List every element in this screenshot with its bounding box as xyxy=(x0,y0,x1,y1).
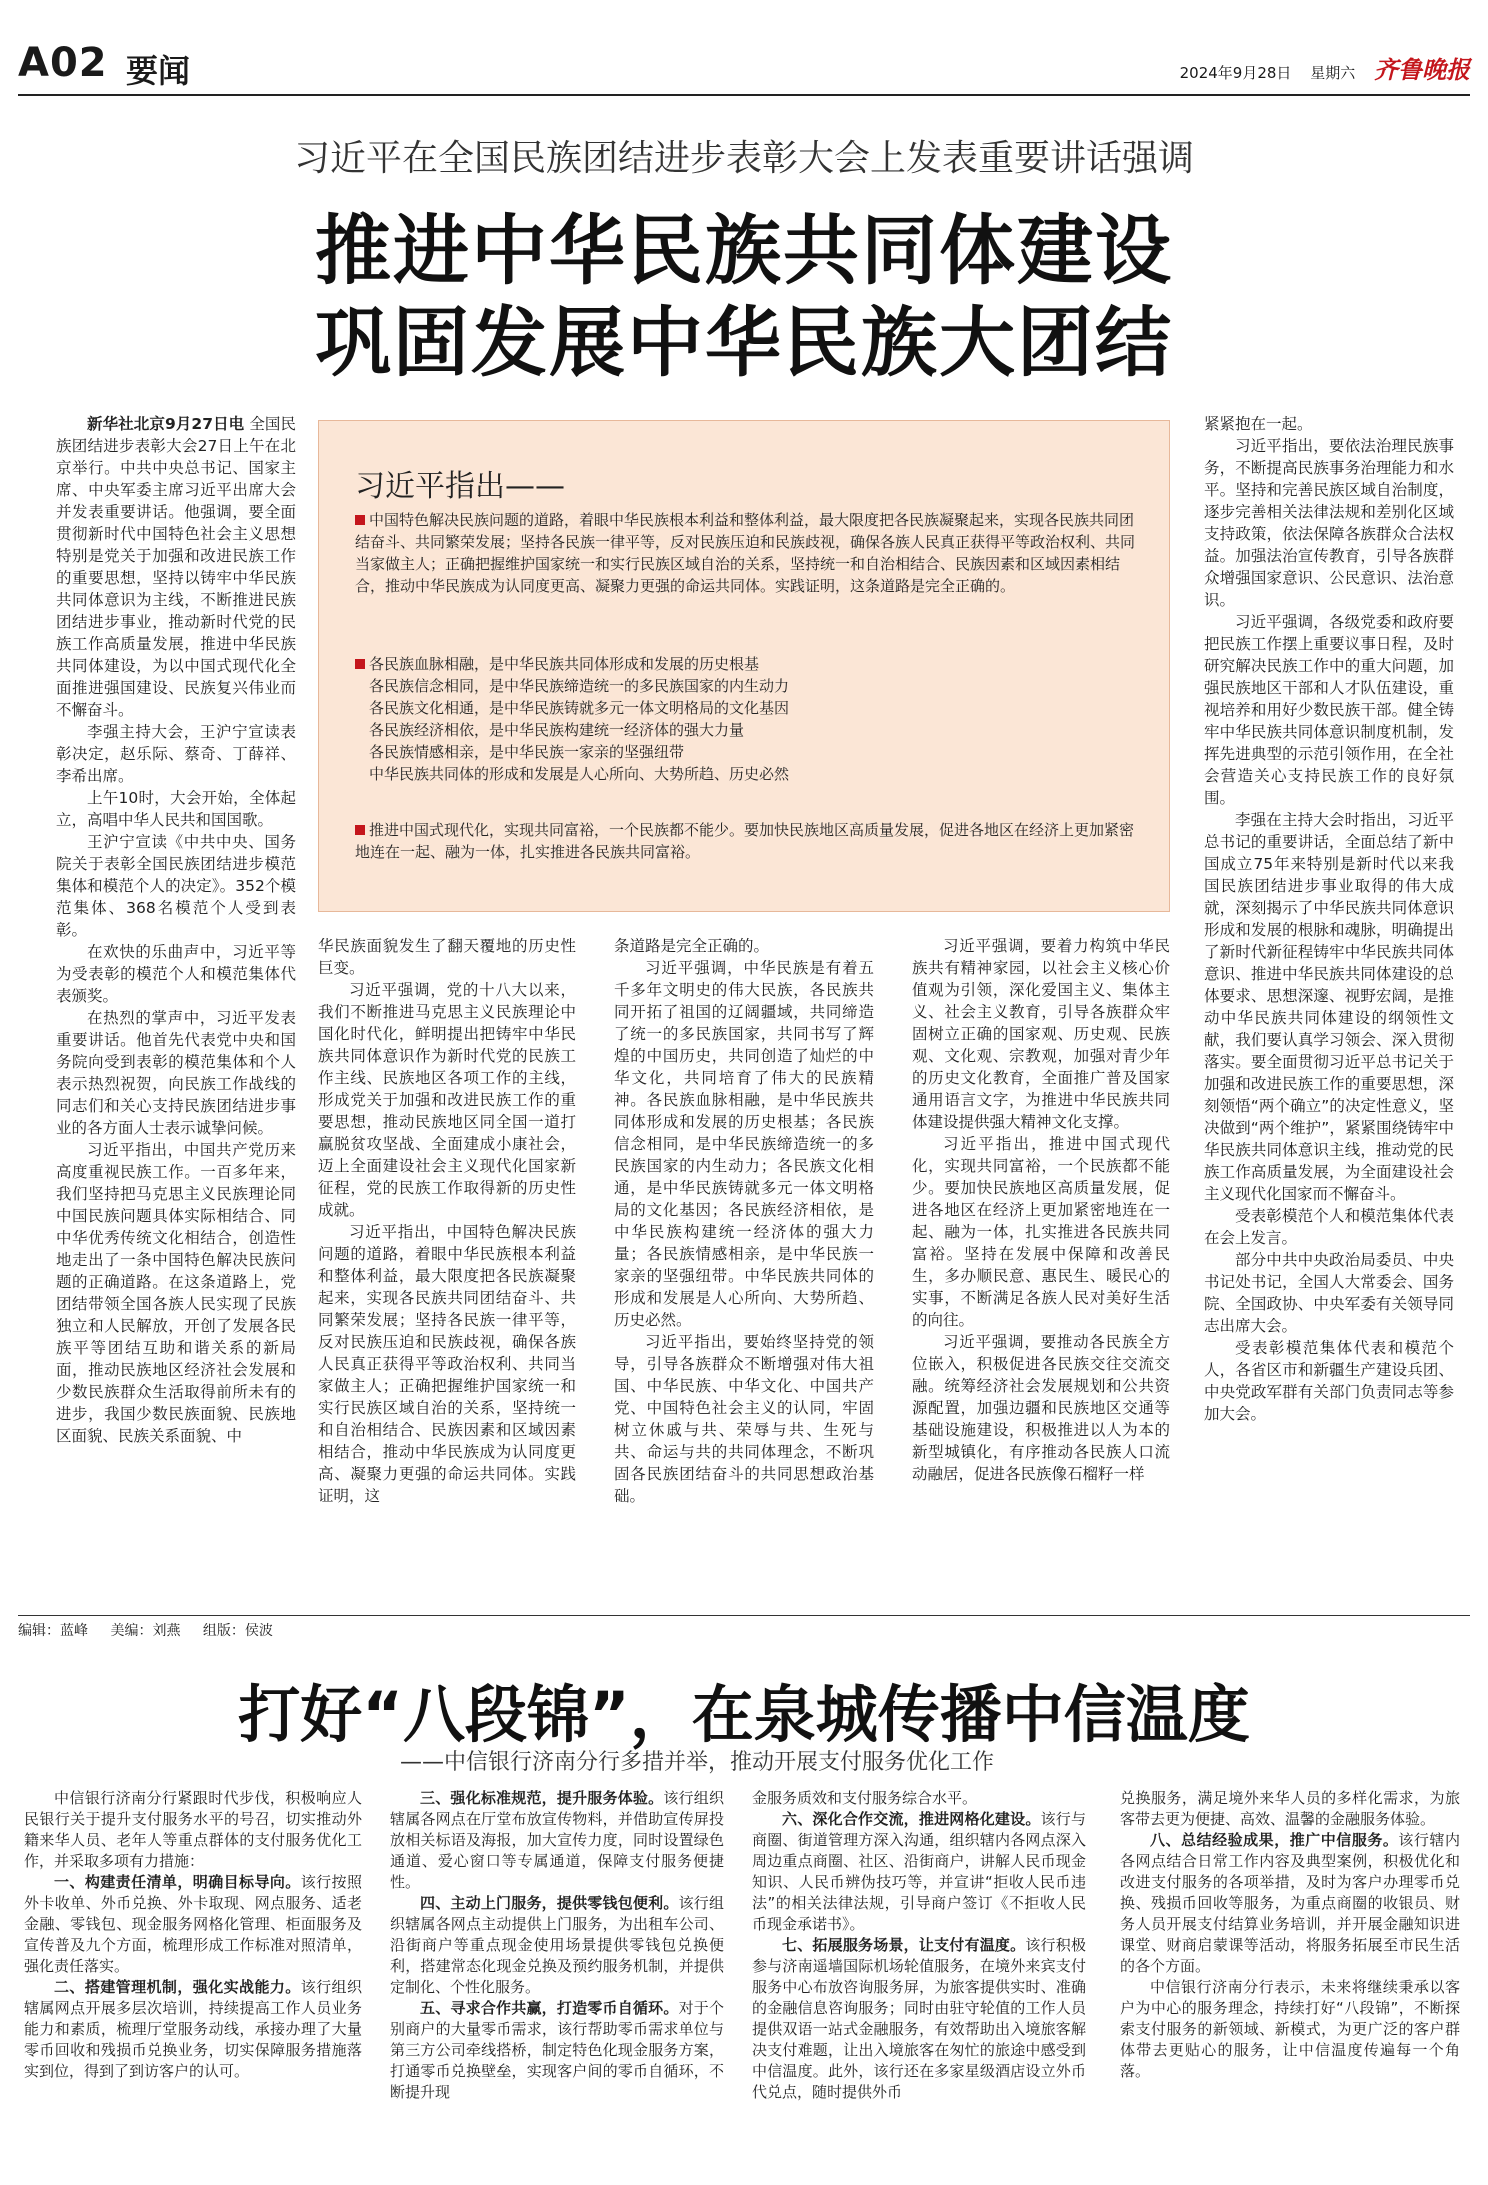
headline-line-1: 推进中华民族共同体建设 xyxy=(315,206,1173,295)
subhead: 二、搭建管理机制，强化实战能力。 xyxy=(54,1978,301,1996)
paragraph: 兑换服务，满足境外来华人员的多样化需求，为旅客带去更为便捷、高效、温馨的金融服务体验。 xyxy=(1120,1789,1460,1828)
paragraph: 中信银行济南分行表示，未来将继续秉承以客户为中心的服务理念，持续打好“八段锦”，不断探索支付服务的新领域、新模式，为更广泛的客户群体带去更贴心的服务，让中信温度传遍每一个角落。 xyxy=(1120,1978,1460,2080)
quote-point-2 xyxy=(355,653,1135,785)
paragraph: 全国民族团结进步表彰大会27日上午在北京举行。中共中央总书记、国家主席、中央军委主席习近平出席大会并发表重要讲话。他强调，要全面贯彻新时代中国特色社会主义思想特别是党关于加强和改进民族工作的重要思想，坚持以铸牢中华民族共同体意识为主线，不断推进民族团结进步事业，推动新时代党的民族工作高质量发展，推进中华民族共同体建设，为以中国式现代化全面推进强国建设、民族复兴伟业而不懈奋斗。 xyxy=(56,415,296,719)
quote-point-3 xyxy=(355,819,1135,863)
header-meta xyxy=(1166,50,1470,85)
paragraph: 习近平指出，中国共产党历来高度重视民族工作。一百多年来，我们坚持把马克思主义民族理论同中国民族问题具体实际相结合、同中华优秀传统文化相结合，创造性地走出了一条中国特色解决民族问题的正确道路。在这条道路上，党团结带领全国各族人民实现了民族独立和人民解放，开创了发展各民族平等团结互助和谐关系的新局面，推动民族地区经济社会发展和少数民族群众生活取得前所未有的进步，我国少数民族面貌、民族地区面貌、民族关系面貌、中 xyxy=(56,1141,296,1445)
divider xyxy=(18,1615,1470,1616)
dateline: 新华社北京9月27日电 xyxy=(87,415,245,433)
quote-text: 各民族经济相依，是中华民族构建统一经济体的强大力量 xyxy=(369,721,745,739)
paragraph: 李强主持大会，王沪宁宣读表彰决定，赵乐际、蔡奇、丁薛祥、李希出席。 xyxy=(56,723,296,785)
editor-credit: 编辑：蓝峰 xyxy=(18,1623,88,1639)
paragraph: 该行与商圈、街道管理方深入沟通，组织辖内各网点深入周边重点商圈、社区、沿街商户，讲解人民币现金知识、人民币辨伪技巧等，并宣讲“拒收人民币违法”的相关法律法规，引导商户签订《不拒收人民币现金承诺书》。 xyxy=(752,1810,1086,1933)
quote-text: 各民族情感相亲，是中华民族一家亲的坚强纽带 xyxy=(369,743,685,761)
paragraph: 该行积极参与济南遥墙国际机场轮值服务，在境外来宾支付服务中心布放咨询服务屏，为旅客提供实时、准确的金融信息咨询服务；同时由驻守轮值的工作人员提供双语一站式金融服务，有效帮助出入境旅客解决支付难题，让出入境旅客在匆忙的旅途中感受到中信温度。此外，该行还在多家星级酒店设立外币代兑点，随时提供外币 xyxy=(752,1936,1086,2101)
page-number: A02 xyxy=(18,40,108,86)
paragraph: 该行组织辖属各网点主动提供上门服务，为出租车公司、沿街商户等重点现金使用场景提供零钱包兑换便利，搭建常态化现金兑换及预约服务机制，并提供定制化、个性化服务。 xyxy=(390,1894,724,1996)
story2-column-1 xyxy=(24,1788,362,2082)
paragraph: 该行按照外卡收单、外币兑换、外卡取现、网点服务、适老金融、零钱包、现金服务网格化管理、柜面服务及宣传普及九个方面，梳理形成工作标准对照清单，强化责任落实。 xyxy=(24,1873,362,1975)
paragraph: 上午10时，大会开始，全体起立，高唱中华人民共和国国歌。 xyxy=(56,789,296,829)
paragraph: 受表彰模范集体代表和模范个人，各省区市和新疆生产建设兵团、中央党政军群有关部门负责同志等参加大会。 xyxy=(1204,1339,1454,1423)
subhead: 一、构建责任清单，明确目标导向。 xyxy=(54,1873,301,1891)
subhead: 八、总结经验成果，推广中信服务。 xyxy=(1150,1831,1399,1849)
subhead: 四、主动上门服务，提供零钱包便利。 xyxy=(420,1894,679,1912)
paragraph: 习近平强调，中华民族是有着五千多年文明史的伟大民族，各民族共同开拓了祖国的辽阔疆域，共同缔造了统一的多民族国家，共同书写了辉煌的中国历史，共同创造了灿烂的中华文化，共同培育了伟大的民族精神。各民族血脉相融，是中华民族共同体形成和发展的历史根基；各民族信念相同，是中华民族缔造统一的多民族国家的内生动力；各民族文化相通，是中华民族铸就多元一体文明格局的文化基因；各民族经济相依，是中华民族构建统一经济体的强大力量；各民族情感相亲，是中华民族一家亲的坚强纽带。中华民族共同体的形成和发展是人心所向、大势所趋、历史必然。 xyxy=(614,959,874,1329)
quote-text: 各民族信念相同，是中华民族缔造统一的多民族国家的内生动力 xyxy=(369,677,790,695)
paragraph: 习近平指出，要依法治理民族事务，不断提高民族事务治理能力和水平。坚持和完善民族区域自治制度，逐步完善相关法律法规和差别化区域支持政策，依法保障各族群众合法权益。加强法治宣传教育，引导各族群众增强国家意识、公民意识、法治意识。 xyxy=(1204,437,1454,609)
paragraph: 该行组织辖属网点开展多层次培训，持续提高工作人员业务能力和素质，梳理厅堂服务动线，承接办理了大量零币回收和残损币兑换业务，切实保障服务措施落实到位，得到了到访客户的认可。 xyxy=(24,1978,362,2080)
subhead: 五、寻求合作共赢，打造零币自循环。 xyxy=(420,1999,679,2017)
paragraph: 该行组织辖属各网点在厅堂布放宣传物料，并借助宣传屏投放相关标语及海报，加大宣传力度，同时设置绿色通道、爱心窗口等专属通道，保障支付服务便捷性。 xyxy=(390,1789,724,1891)
article-column-4 xyxy=(912,935,1170,1485)
paragraph: 李强在主持大会时指出，习近平总书记的重要讲话，全面总结了新中国成立75年来特别是新时代以来我国民族团结进步事业取得的伟大成就，深刻揭示了中华民族共同体意识形成和发展的根脉和魂脉，明确提出了新时代新征程铸牢中华民族共同体意识、推进中华民族共同体建设的总体要求、思想深邃、视野宏阔，是推动中华民族共同体建设的纲领性文献，我们要认真学习领会、深入贯彻落实。要全面贯彻习近平总书记关于加强和改进民族工作的重要思想，深刻领悟“两个确立”的决定性意义，坚决做到“两个维护”，紧紧围绕铸牢中华民族共同体意识主线，推动党的民族工作高质量发展，为全面建设社会主义现代化国家而不懈奋斗。 xyxy=(1204,811,1454,1203)
paragraph: 条道路是完全正确的。 xyxy=(614,937,770,955)
paragraph: 部分中共中央政治局委员、中央书记处书记，全国人大常委会、国务院、全国政协、中央军委有关领导同志出席大会。 xyxy=(1204,1251,1454,1335)
quote-point-1 xyxy=(355,509,1135,597)
paragraph: 习近平强调，党的十八大以来，我们不断推进马克思主义民族理论中国化时代化，鲜明提出把铸牢中华民族共同体意识作为新时代党的民族工作主线、民族地区各项工作的主线，形成党关于加强和改进民族工作的重要思想，推动民族地区同全国一道打赢脱贫攻坚战、全面建成小康社会，迈上全面建设社会主义现代化国家新征程，党的民族工作取得新的历史性成就。 xyxy=(318,981,576,1219)
article-column-5 xyxy=(1204,413,1454,1425)
paragraph: 对于个别商户的大量零币需求，该行帮助零币需求单位与第三方公司牵线搭桥，制定特色化现金服务方案，打通零币兑换壁垒，实现客户间的零币自循环，不断提升现 xyxy=(390,1999,724,2101)
brand-logo: 齐鲁晚报 xyxy=(1374,56,1470,84)
subhead: 六、深化合作交流，推进网格化建设。 xyxy=(782,1810,1041,1828)
paragraph: 在欢快的乐曲声中，习近平等为受表彰的模范个人和模范集体代表颁奖。 xyxy=(56,943,296,1005)
paragraph: 在热烈的掌声中，习近平发表重要讲话。他首先代表党中央和国务院向受到表彰的模范集体和个人表示热烈祝贺，向民族工作战线的同志们和关心支持民族团结进步事业的各方面人士表示诚挚问候。 xyxy=(56,1009,296,1137)
quote-text: 中华民族共同体的形成和发展是人心所向、大势所趋、历史必然 xyxy=(369,765,790,783)
quote-box xyxy=(318,420,1170,912)
credits xyxy=(18,1620,291,1640)
bullet-square-icon xyxy=(355,659,365,669)
paragraph: 金服务质效和支付服务综合水平。 xyxy=(752,1789,978,1807)
weekday: 星期六 xyxy=(1310,64,1356,82)
article-column-3 xyxy=(614,935,874,1507)
bullet-square-icon xyxy=(355,515,365,525)
paragraph: 习近平指出，中国特色解决民族问题的道路，着眼中华民族根本利益和整体利益，最大限度把各民族凝聚起来，实现各民族共同团结奋斗、共同繁荣发展；坚持各民族一律平等，反对民族压迫和民族歧视，确保各族人民真正获得平等政治权利、共同当家做主人；正确把握维护国家统一和实行民族区域自治的关系，坚持统一和自治相结合、民族因素和区域因素相结合，推动中华民族成为认同度更高、凝聚力更强的命运共同体。实践证明，这 xyxy=(318,1223,576,1505)
paragraph: 王沪宁宣读《中共中央、国务院关于表彰全国民族团结进步模范集体和模范个人的决定》。352个模范集体、368名模范个人受到表彰。 xyxy=(56,833,296,939)
bullet-square-icon xyxy=(355,825,365,835)
quote-text: 各民族血脉相融，是中华民族共同体形成和发展的历史根基 xyxy=(369,655,760,673)
page-header xyxy=(18,40,1470,96)
story2-column-2 xyxy=(390,1788,724,2103)
paragraph: 中信银行济南分行紧跟时代步伐，积极响应人民银行关于提升支付服务水平的号召，切实推动外籍来华人员、老年人等重点群体的支付服务优化工作，并采取多项有力措施： xyxy=(24,1789,362,1870)
paragraph: 习近平强调，要推动各民族全方位嵌入，积极促进各民族交往交流交融。统筹经济社会发展规划和公共资源配置，加强边疆和民族地区交通等基础设施建设，积极推进以人为本的新型城镇化，有序推动各民族人口流动融居，促进各民族像石榴籽一样 xyxy=(912,1333,1170,1483)
paragraph: 紧紧抱在一起。 xyxy=(1204,415,1313,433)
quote-text: 各民族文化相通，是中华民族铸就多元一体文明格局的文化基因 xyxy=(369,699,790,717)
paragraph: 习近平指出，推进中国式现代化，实现共同富裕，一个民族都不能少。要加快民族地区高质量发展，促进各地区在经济上更加紧密地连在一起、融为一体，扎实推进各民族共同富裕。坚持在发展中保障和改善民生，多办顺民意、惠民生、暖民心的实事，不断满足各族人民对美好生活的向往。 xyxy=(912,1135,1170,1329)
quote-text: 推进中国式现代化，实现共同富裕，一个民族都不能少。要加快民族地区高质量发展，促进各地区在经济上更加紧密地连在一起、融为一体，扎实推进各民族共同富裕。 xyxy=(355,821,1135,861)
paragraph: 习近平强调，要着力构筑中华民族共有精神家园，以社会主义核心价值观为引领，深化爱国主义、集体主义、社会主义教育，引导各族群众牢固树立正确的国家观、历史观、民族观、文化观、宗教观，加强对青少年的历史文化教育，全面推广普及国家通用语言文字，为推进中华民族共同体建设提供强大精神文化支撑。 xyxy=(912,937,1170,1131)
paragraph: 习近平指出，要始终坚持党的领导，引导各族群众不断增强对伟大祖国、中华民族、中华文化、中国共产党、中国特色社会主义的认同，牢固树立休戚与共、荣辱与共、生死与共、命运与共的共同体理念，不断巩固各民族团结奋斗的共同思想政治基础。 xyxy=(614,1333,874,1505)
subhead: 三、强化标准规范，提升服务体验。 xyxy=(420,1789,664,1807)
paragraph: 华民族面貌发生了翻天覆地的历史性巨变。 xyxy=(318,937,576,977)
article-column-1 xyxy=(56,413,296,1447)
quote-box-title: 习近平指出—— xyxy=(355,469,565,504)
paragraph: 该行辖内各网点结合日常工作内容及典型案例，积极优化和改进支付服务的各项举措，及时为客户办理零币兑换、残损币回收等服务，为重点商圈的收银员、财务人员开展支付结算业务培训，并开展金融知识进课堂、财商启蒙课等活动，将服务拓展至市民生活的各个方面。 xyxy=(1120,1831,1460,1975)
story2-column-4 xyxy=(1120,1788,1460,2082)
story2-column-3 xyxy=(752,1788,1086,2103)
subhead: 七、拓展服务场景，让支付有温度。 xyxy=(782,1936,1026,1954)
story2-title: 打好“八段锦”，在泉城传播中信温度 xyxy=(238,1678,1250,1751)
headline-line-2: 巩固发展中华民族大团结 xyxy=(315,298,1173,387)
layout-credit: 组版：侯波 xyxy=(202,1623,273,1639)
quote-text: 中国特色解决民族问题的道路，着眼中华民族根本利益和整体利益，最大限度把各民族凝聚起来，实现各民族共同团结奋斗、共同繁荣发展；坚持各民族一律平等，反对民族压迫和民族歧视，确保各族人民真正获得平等政治权利、共同当家做主人；正确把握维护国家统一和实行民族区域自治的关系，坚持统一和自治相结合、民族因素和区域因素相结合，推动中华民族成为认同度更高、凝聚力更强的命运共同体。实践证明，这条道路是完全正确的。 xyxy=(355,511,1136,595)
paragraph: 习近平强调，各级党委和政府要把民族工作摆上重要议事日程，及时研究解决民族工作中的重大问题，加强民族地区干部和人才队伍建设，重视培养和用好少数民族干部。健全铸牢中华民族共同体意识制度机制，发挥先进典型的示范引领作用，在全社会营造关心支持民族工作的良好氛围。 xyxy=(1204,613,1454,807)
art-credit: 美编：刘燕 xyxy=(110,1623,181,1639)
article-column-2 xyxy=(318,935,576,1507)
section-name: 要闻 xyxy=(126,52,191,90)
story2-subtitle: ——中信银行济南分行多措并举，推动开展支付服务优化工作 xyxy=(400,1750,995,1775)
headline-kicker: 习近平在全国民族团结进步表彰大会上发表重要讲话强调 xyxy=(293,138,1194,179)
date: 2024年9月28日 xyxy=(1179,64,1292,82)
paragraph: 受表彰模范个人和模范集体代表在会上发言。 xyxy=(1204,1207,1454,1247)
